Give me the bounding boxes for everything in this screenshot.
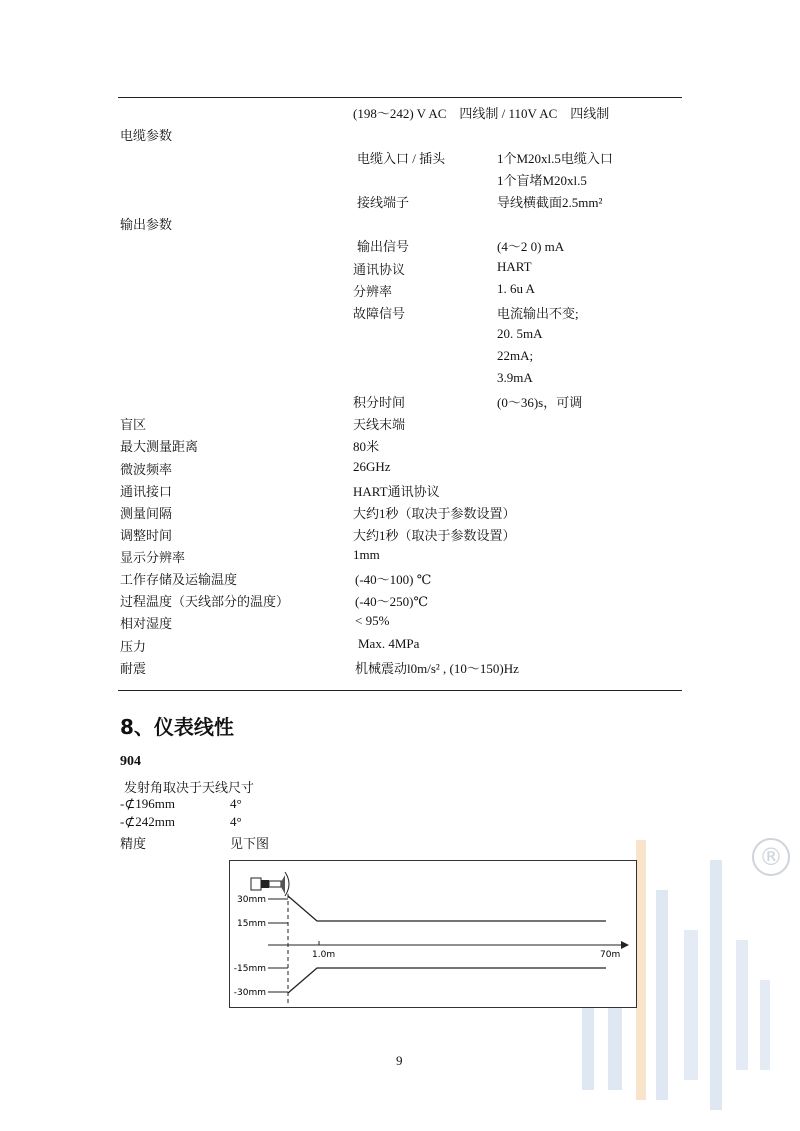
- y-tick-label: 15mm: [237, 919, 266, 929]
- spec-label: 测量间隔: [120, 506, 173, 521]
- cable-entry-value-1: 1个M20xl.5电缆入口: [497, 151, 613, 166]
- spec-value: (-40～250)℃: [355, 594, 429, 609]
- beam-angle-label: 发射角取决于天线尺寸: [124, 780, 255, 795]
- resolution-value: 1. 6u A: [497, 281, 535, 296]
- accuracy-value: 见下图: [230, 836, 270, 851]
- model-number: 904: [120, 754, 141, 769]
- spec-value: 机械震动l0m/s² , (10～150)Hz: [355, 661, 519, 676]
- registered-mark-icon: ®: [752, 838, 790, 876]
- protocol-value: HART: [497, 259, 532, 274]
- antenna-size-label: -⊄196mm: [120, 796, 175, 811]
- spec-value: (-40～100) ℃: [355, 572, 432, 587]
- bottom-rule: [118, 690, 682, 691]
- fault-value-3: 22mA;: [497, 348, 534, 363]
- antenna-size-value: 4°: [230, 814, 242, 829]
- spec-value: Max. 4MPa: [358, 636, 420, 651]
- cable-entry-label: 电缆入口 / 插头: [357, 151, 446, 166]
- spec-value: 26GHz: [353, 459, 391, 474]
- chart-frame: [230, 861, 637, 1008]
- output-signal-value: (4～2 0) mA: [497, 239, 565, 254]
- section-title: 8、仪表线性: [120, 715, 234, 739]
- y-tick-label: -30mm: [233, 988, 266, 998]
- resolution-label: 分辨率: [353, 284, 393, 299]
- integration-label: 积分时间: [353, 395, 406, 410]
- y-tick-label: 30mm: [237, 895, 266, 905]
- watermark-bar: [636, 840, 646, 1100]
- spec-label: 盲区: [120, 417, 147, 432]
- accuracy-chart: [229, 860, 637, 1008]
- spec-label: 相对湿度: [120, 616, 173, 631]
- y-tick-label: -15mm: [233, 964, 266, 974]
- accuracy-label: 精度: [120, 836, 147, 851]
- terminal-label: 接线端子: [357, 195, 410, 210]
- protocol-label: 通讯协议: [353, 262, 406, 277]
- spec-value: HART通讯协议: [353, 484, 440, 499]
- spec-label: 最大测量距离: [120, 439, 199, 454]
- cable-entry-value-2: 1个盲堵M20xl.5: [497, 173, 587, 188]
- spec-value: 80米: [353, 439, 380, 454]
- spec-value: < 95%: [355, 613, 390, 628]
- fault-label: 故障信号: [353, 306, 406, 321]
- spec-label: 微波频率: [120, 462, 173, 477]
- spec-value: 大约1秒（取决于参数设置）: [353, 506, 516, 521]
- terminal-value: 导线横截面2.5mm²: [497, 195, 603, 210]
- x-tick-label: 70m: [600, 950, 621, 960]
- output-params-label: 输出参数: [120, 217, 173, 232]
- top-rule: [118, 97, 682, 98]
- cable-params-label: 电缆参数: [120, 128, 173, 143]
- spec-label: 显示分辨率: [120, 550, 186, 565]
- antenna-size-value: 4°: [230, 796, 242, 811]
- spec-label: 工作存储及运输温度: [120, 572, 238, 587]
- fault-value-2: 20. 5mA: [497, 326, 543, 341]
- antenna-size-label: -⊄242mm: [120, 814, 175, 829]
- watermark-bar: [760, 980, 770, 1070]
- spec-label: 过程温度（天线部分的温度）: [120, 594, 290, 609]
- spec-label: 耐震: [120, 661, 147, 676]
- integration-value: (0～36)s，可调: [497, 395, 583, 410]
- spec-value: 1mm: [353, 547, 380, 562]
- output-signal-label: 输出信号: [357, 239, 410, 254]
- spec-label: 压力: [120, 639, 147, 654]
- fault-value-4: 3.9mA: [497, 370, 533, 385]
- spec-label: 调整时间: [120, 528, 173, 543]
- page-number: 9: [396, 1053, 403, 1068]
- spec-value: 天线末端: [353, 417, 406, 432]
- spec-value: 大约1秒（取决于参数设置）: [353, 528, 516, 543]
- fault-value-1: 电流输出不变;: [497, 306, 579, 321]
- watermark-bar: [684, 930, 698, 1080]
- spec-label: 通讯接口: [120, 484, 173, 499]
- x-tick-label: 1.0m: [312, 950, 336, 960]
- watermark-bar: [710, 860, 722, 1110]
- power-supply-value: (198～242) V AC 四线制 / 110V AC 四线制: [353, 106, 610, 121]
- watermark-bar: [656, 890, 668, 1100]
- watermark-bar: [736, 940, 748, 1070]
